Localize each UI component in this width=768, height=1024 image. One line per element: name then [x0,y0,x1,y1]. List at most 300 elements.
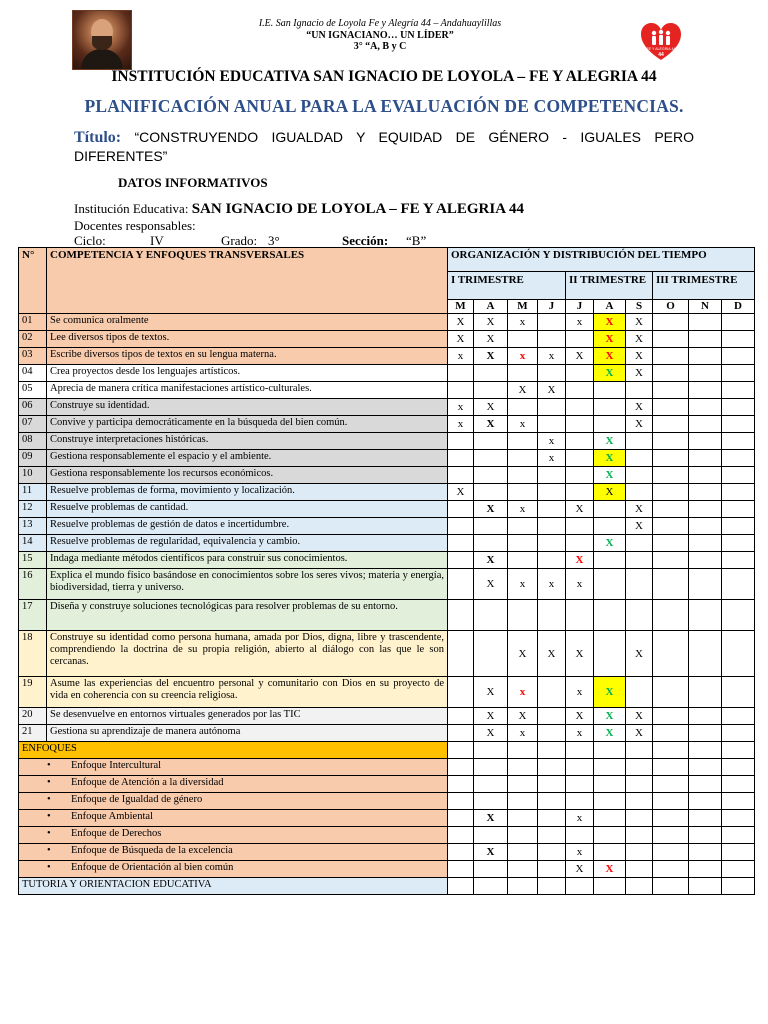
month-mark [448,793,474,810]
table-row [19,484,755,501]
row-number: 09 [19,450,47,467]
month-mark [653,399,689,416]
header-competencia: COMPETENCIA Y ENFOQUES TRANSVERSALES [47,248,448,314]
enfoque-item [19,861,448,878]
month-mark [566,776,594,793]
month-mark [508,793,538,810]
month-mark [689,708,722,725]
month-mark [689,878,722,895]
month-mark: X [538,631,566,677]
month-mark: X [626,331,653,348]
month-mark [474,450,508,467]
month-mark [722,331,755,348]
month-mark [538,365,566,382]
month-mark [722,793,755,810]
month-mark [566,416,594,433]
titulo-label: Título: [74,129,122,146]
enfoque-row [19,827,755,844]
month-header: D [722,300,755,314]
month-mark: X [566,348,594,365]
month-header: A [594,300,626,314]
month-mark [722,501,755,518]
row-number: 07 [19,416,47,433]
month-mark: X [474,725,508,742]
ciclo-value: IV [150,233,164,248]
month-mark [448,677,474,708]
month-mark [538,552,566,569]
month-mark [448,631,474,677]
month-mark [594,827,626,844]
month-mark [722,725,755,742]
competency-text: Resuelve problemas de regularidad, equivalencia y cambio. [47,535,448,552]
enfoque-text: Enfoque de Derechos [71,828,162,839]
month-mark: X [594,467,626,484]
month-mark [538,399,566,416]
month-mark [474,742,508,759]
month-mark [626,776,653,793]
month-mark: X [448,484,474,501]
month-mark [722,759,755,776]
month-mark [722,776,755,793]
month-mark [626,861,653,878]
month-mark: x [508,725,538,742]
month-mark: X [626,348,653,365]
month-mark [474,776,508,793]
row-number: 21 [19,725,47,742]
month-mark: X [626,501,653,518]
month-mark: X [594,708,626,725]
month-mark [538,416,566,433]
month-mark [689,569,722,600]
month-mark [508,861,538,878]
header-line-3: 3° “A, B y C [353,41,407,52]
month-mark: X [594,331,626,348]
enfoque-item [19,827,448,844]
header-organizacion: ORGANIZACIÓN Y DISTRIBUCIÓN DEL TIEMPO [448,248,755,272]
month-mark [689,552,722,569]
month-mark [653,501,689,518]
month-mark [626,484,653,501]
competency-text: Diseña y construye soluciones tecnológicas para resolver problemas de su entorno. [47,600,448,631]
seccion-value: “B” [406,233,427,248]
month-mark [689,844,722,861]
month-mark [653,484,689,501]
month-mark [689,348,722,365]
row-number: 13 [19,518,47,535]
enfoque-text: Enfoque Intercultural [71,760,162,771]
row-number: 06 [19,399,47,416]
header-trimester-3: III TRIMESTRE [653,272,755,300]
row-number: 19 [19,677,47,708]
institucion-line [74,201,524,218]
competency-text: Lee diversos tipos de textos. [47,331,448,348]
month-mark [653,742,689,759]
table-row [19,677,755,708]
month-mark [722,348,755,365]
row-number: 08 [19,433,47,450]
ciclo-label: Ciclo: [74,233,106,248]
enfoque-row [19,844,755,861]
month-mark [722,878,755,895]
month-mark [689,742,722,759]
month-mark: X [594,677,626,708]
table-row [19,518,755,535]
month-mark [722,450,755,467]
month-mark [538,759,566,776]
month-mark [594,742,626,759]
institucion-label: Institución Educativa: [74,201,189,216]
month-mark [722,535,755,552]
month-header: J [566,300,594,314]
competency-text: Gestiona responsablemente los recursos económicos. [47,467,448,484]
month-mark [538,314,566,331]
month-mark [653,314,689,331]
month-mark [566,827,594,844]
month-header: O [653,300,689,314]
month-mark [538,861,566,878]
month-mark [448,501,474,518]
table-row [19,450,755,467]
month-mark [508,878,538,895]
month-mark: X [566,631,594,677]
month-mark [594,552,626,569]
month-header: M [508,300,538,314]
enfoque-item [19,776,448,793]
month-mark: x [566,844,594,861]
month-mark: X [594,535,626,552]
month-mark: x [538,433,566,450]
logo-text: FE Y ALEGRIA 44 [646,47,676,51]
month-mark [722,810,755,827]
month-mark: X [474,569,508,600]
month-mark [566,433,594,450]
tutoria-label: TUTORIA Y ORIENTACION EDUCATIVA [19,878,448,895]
month-mark [689,861,722,878]
portrait-beard [92,36,112,50]
month-mark: x [566,677,594,708]
month-mark [474,861,508,878]
table-row [19,631,755,677]
month-mark: x [538,450,566,467]
titulo-block [74,128,694,165]
month-mark: X [474,416,508,433]
month-mark [566,331,594,348]
month-mark [566,518,594,535]
month-mark: x [508,677,538,708]
month-header: S [626,300,653,314]
tutoria-row [19,878,755,895]
month-mark [474,467,508,484]
month-mark [508,433,538,450]
month-mark [689,467,722,484]
table-row [19,433,755,450]
month-mark [566,878,594,895]
month-mark [722,365,755,382]
competency-text: Gestiona su aprendizaje de manera autónoma [47,725,448,742]
month-mark [538,677,566,708]
month-mark [448,708,474,725]
titulo-text: “CONSTRUYENDO IGUALDAD Y EQUIDAD DE GÉNERO - IGUALES PERO DIFERENTES” [74,129,694,164]
month-mark [626,677,653,708]
month-mark [508,844,538,861]
month-mark [722,484,755,501]
month-mark [508,467,538,484]
month-mark: X [566,861,594,878]
table-row [19,348,755,365]
month-mark [689,793,722,810]
month-mark: X [626,399,653,416]
month-mark [722,382,755,399]
month-mark [474,433,508,450]
month-mark [689,827,722,844]
month-mark [474,600,508,631]
month-mark [448,742,474,759]
month-mark: x [508,348,538,365]
month-mark [474,793,508,810]
month-mark: X [474,708,508,725]
month-mark [653,569,689,600]
competency-text: Se comunica oralmente [47,314,448,331]
competencies-table-body [19,248,755,895]
header-line-2: “UN IGNACIANO… UN LÍDER” [306,30,454,41]
month-mark [508,535,538,552]
competency-text: Crea proyectos desde los lenguajes artísticos. [47,365,448,382]
month-mark [508,365,538,382]
month-mark [508,742,538,759]
row-number: 17 [19,600,47,631]
month-mark [689,535,722,552]
month-mark [626,878,653,895]
month-mark [594,810,626,827]
month-mark [538,331,566,348]
month-mark [448,518,474,535]
month-mark [448,844,474,861]
enfoque-item [19,793,448,810]
month-mark [508,600,538,631]
row-number: 11 [19,484,47,501]
month-mark [722,433,755,450]
enfoque-row [19,776,755,793]
row-number: 10 [19,467,47,484]
month-mark [722,631,755,677]
month-mark: x [508,569,538,600]
month-mark [508,518,538,535]
table-row [19,416,755,433]
month-mark [626,600,653,631]
competency-text: Se desenvuelve en entornos virtuales generados por las TIC [47,708,448,725]
month-mark [538,878,566,895]
month-mark: X [626,518,653,535]
month-mark [653,416,689,433]
month-mark [689,399,722,416]
month-mark [508,776,538,793]
month-mark: X [594,365,626,382]
competency-text: Resuelve problemas de forma, movimiento y localización. [47,484,448,501]
month-mark [722,844,755,861]
month-mark [448,600,474,631]
month-mark: X [474,331,508,348]
month-mark [538,708,566,725]
month-mark [653,878,689,895]
month-mark [474,631,508,677]
portrait-robe [81,49,123,69]
month-mark [689,600,722,631]
month-mark: X [594,861,626,878]
month-mark [653,776,689,793]
table-row [19,725,755,742]
month-mark [594,382,626,399]
month-mark: X [448,314,474,331]
month-mark [626,569,653,600]
month-mark: X [566,501,594,518]
month-mark [722,827,755,844]
month-mark [566,600,594,631]
month-mark [626,810,653,827]
row-number: 16 [19,569,47,600]
docentes-label: Docentes responsables: [74,218,196,233]
month-mark [689,810,722,827]
month-mark: X [594,314,626,331]
month-mark [653,810,689,827]
month-mark [653,677,689,708]
month-mark: x [566,569,594,600]
month-mark [653,365,689,382]
competency-text: Gestiona responsablemente el espacio y el ambiente. [47,450,448,467]
month-mark [594,631,626,677]
month-mark [474,365,508,382]
month-mark [689,331,722,348]
table-row [19,569,755,600]
month-mark [653,348,689,365]
month-mark [508,759,538,776]
month-mark: X [474,399,508,416]
month-mark [653,600,689,631]
month-mark [689,416,722,433]
month-mark: X [594,348,626,365]
month-mark [626,844,653,861]
grado-value: 3° [268,233,280,248]
datos-informativos-heading: DATOS INFORMATIVOS [118,175,268,190]
month-mark [653,331,689,348]
month-mark: X [508,708,538,725]
month-mark [689,450,722,467]
month-mark: X [626,365,653,382]
month-mark [653,708,689,725]
month-mark [653,382,689,399]
month-mark [722,677,755,708]
month-mark [538,776,566,793]
month-mark: X [566,708,594,725]
month-mark [474,827,508,844]
month-mark [689,501,722,518]
month-mark [538,467,566,484]
month-mark: X [474,677,508,708]
month-mark [626,827,653,844]
month-mark [722,742,755,759]
month-mark [594,878,626,895]
month-mark [722,569,755,600]
table-row [19,552,755,569]
table-row [19,331,755,348]
row-number: 20 [19,708,47,725]
month-mark [626,535,653,552]
month-mark [474,382,508,399]
row-number: 15 [19,552,47,569]
month-mark [626,467,653,484]
month-mark: X [594,433,626,450]
seccion-label: Sección: [342,233,389,248]
month-mark [689,382,722,399]
competency-text: Explica el mundo físico basándose en conocimientos sobre los seres vivos; materia y energía, biodiversidad, tierra y universo. [47,569,448,600]
row-number: 05 [19,382,47,399]
row-number: 01 [19,314,47,331]
month-mark: x [566,314,594,331]
enfoque-text: Enfoque de Atención a la diversidad [71,777,224,788]
month-mark [448,810,474,827]
table-row [19,501,755,518]
institucion-value: SAN IGNACIO DE LOYOLA – FE Y ALEGRIA 44 [191,201,524,217]
month-mark [722,314,755,331]
competency-text: Construye su identidad como persona humana, amada por Dios, digna, libre y trascendente, comprendiendo la doctrina de su propia religión, abierto al diálogo con las que le son cercanas. [47,631,448,677]
table-row [19,600,755,631]
month-mark [474,759,508,776]
month-mark [566,793,594,810]
enfoque-row [19,793,755,810]
competency-text: Construye interpretaciones históricas. [47,433,448,450]
header-line-1: I.E. San Ignacio de Loyola Fe y Alegría 44 – Andahuaylillas [258,18,502,29]
month-mark: X [566,552,594,569]
fe-y-alegria-heart-logo [640,22,682,62]
month-mark [538,484,566,501]
grado-label: Grado: [221,233,258,248]
table-row [19,708,755,725]
month-mark: x [508,501,538,518]
month-mark [566,467,594,484]
enfoque-text: Enfoque de Orientación al bien común [71,862,234,873]
competencies-table [18,247,755,895]
month-mark: x [448,348,474,365]
month-mark [474,535,508,552]
month-mark [653,861,689,878]
row-number: 04 [19,365,47,382]
month-mark [594,776,626,793]
month-mark [653,535,689,552]
row-number: 14 [19,535,47,552]
header-number: N° [19,248,47,314]
month-mark: X [594,484,626,501]
month-mark [653,793,689,810]
month-mark [653,518,689,535]
enfoque-text: Enfoque de Búsqueda de la excelencia [71,845,233,856]
table-row [19,467,755,484]
month-mark: X [594,725,626,742]
table-row [19,399,755,416]
month-mark: X [508,382,538,399]
month-mark [448,382,474,399]
enfoque-row [19,759,755,776]
month-mark [566,742,594,759]
month-mark [538,827,566,844]
month-mark [508,484,538,501]
month-mark [594,518,626,535]
month-mark [474,484,508,501]
month-mark [722,552,755,569]
month-mark [448,725,474,742]
month-mark [689,631,722,677]
header-trimester-2: II TRIMESTRE [566,272,653,300]
month-mark [448,365,474,382]
row-number: 02 [19,331,47,348]
